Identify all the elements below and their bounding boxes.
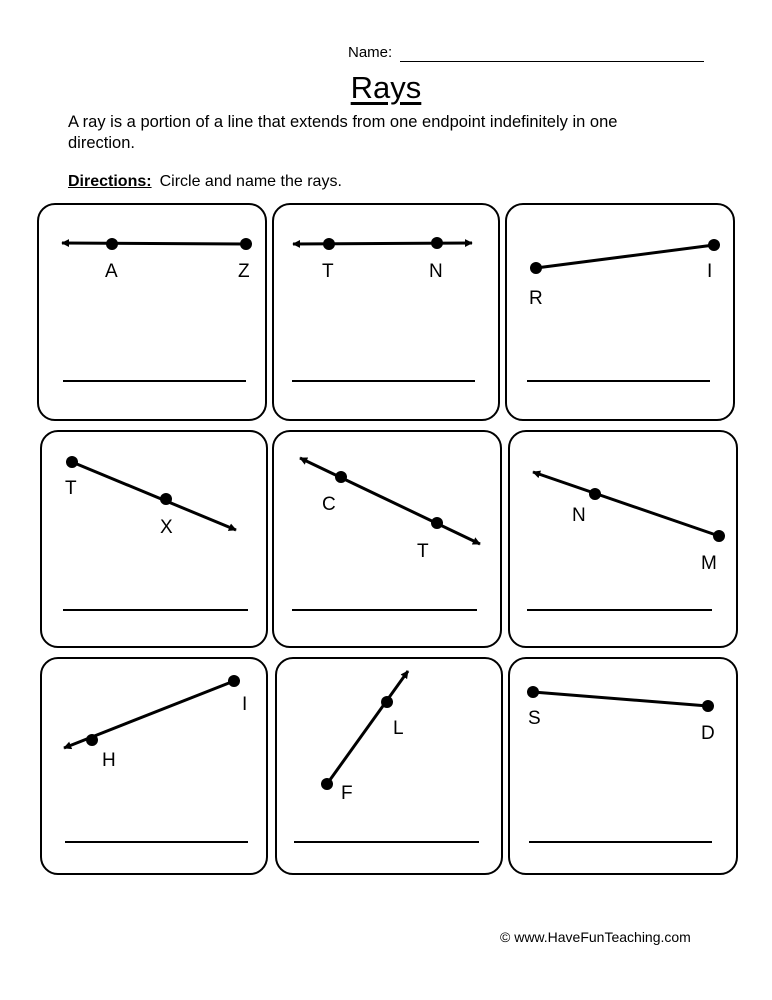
page-title: Rays: [350, 70, 422, 105]
label-N-6: N: [572, 505, 586, 526]
copyright-footer: © www.HaveFunTeaching.com: [500, 929, 691, 945]
label-T-2: T: [322, 261, 334, 282]
label-I-3: I: [707, 261, 713, 282]
label-Z: Z: [238, 261, 250, 282]
label-A: A: [105, 261, 118, 282]
label-F: F: [341, 783, 353, 804]
point-L: [381, 696, 393, 708]
point-T-5: [431, 517, 443, 529]
directions-text: Circle and name the rays.: [159, 173, 342, 190]
label-T-4: T: [65, 478, 77, 499]
point-F: [321, 778, 333, 790]
point-T-4: [66, 456, 78, 468]
segment-9: [533, 692, 708, 706]
label-L: L: [393, 718, 404, 739]
label-D: D: [701, 723, 715, 744]
point-I-7: [228, 675, 240, 687]
label-H: H: [102, 750, 116, 771]
point-D: [702, 700, 714, 712]
point-X: [160, 493, 172, 505]
point-Z: [240, 238, 252, 250]
point-H: [86, 734, 98, 746]
point-T-2: [323, 238, 335, 250]
intro-text: A ray is a portion of a line that extends from one endpoint indefinitely in one direction.: [68, 113, 618, 152]
point-C: [335, 471, 347, 483]
label-X: X: [160, 517, 173, 538]
point-N-6: [589, 488, 601, 500]
label-S: S: [528, 708, 541, 729]
label-N-2: N: [429, 261, 443, 282]
label-T-5: T: [417, 541, 429, 562]
point-N-2: [431, 237, 443, 249]
line-2: [293, 243, 472, 244]
point-A: [106, 238, 118, 250]
segment-3: [536, 245, 714, 268]
ray-4-line: [72, 462, 236, 530]
ray-6-line: [533, 472, 719, 536]
point-S: [527, 686, 539, 698]
label-R: R: [529, 288, 543, 309]
name-label: Name:: [348, 44, 393, 61]
label-C: C: [322, 494, 336, 515]
directions-label: Directions:: [68, 173, 152, 190]
point-I-3: [708, 239, 720, 251]
ray-1-line: [62, 243, 246, 244]
label-M: M: [701, 553, 717, 574]
point-R: [530, 262, 542, 274]
label-I-7: I: [242, 694, 248, 715]
point-M: [713, 530, 725, 542]
